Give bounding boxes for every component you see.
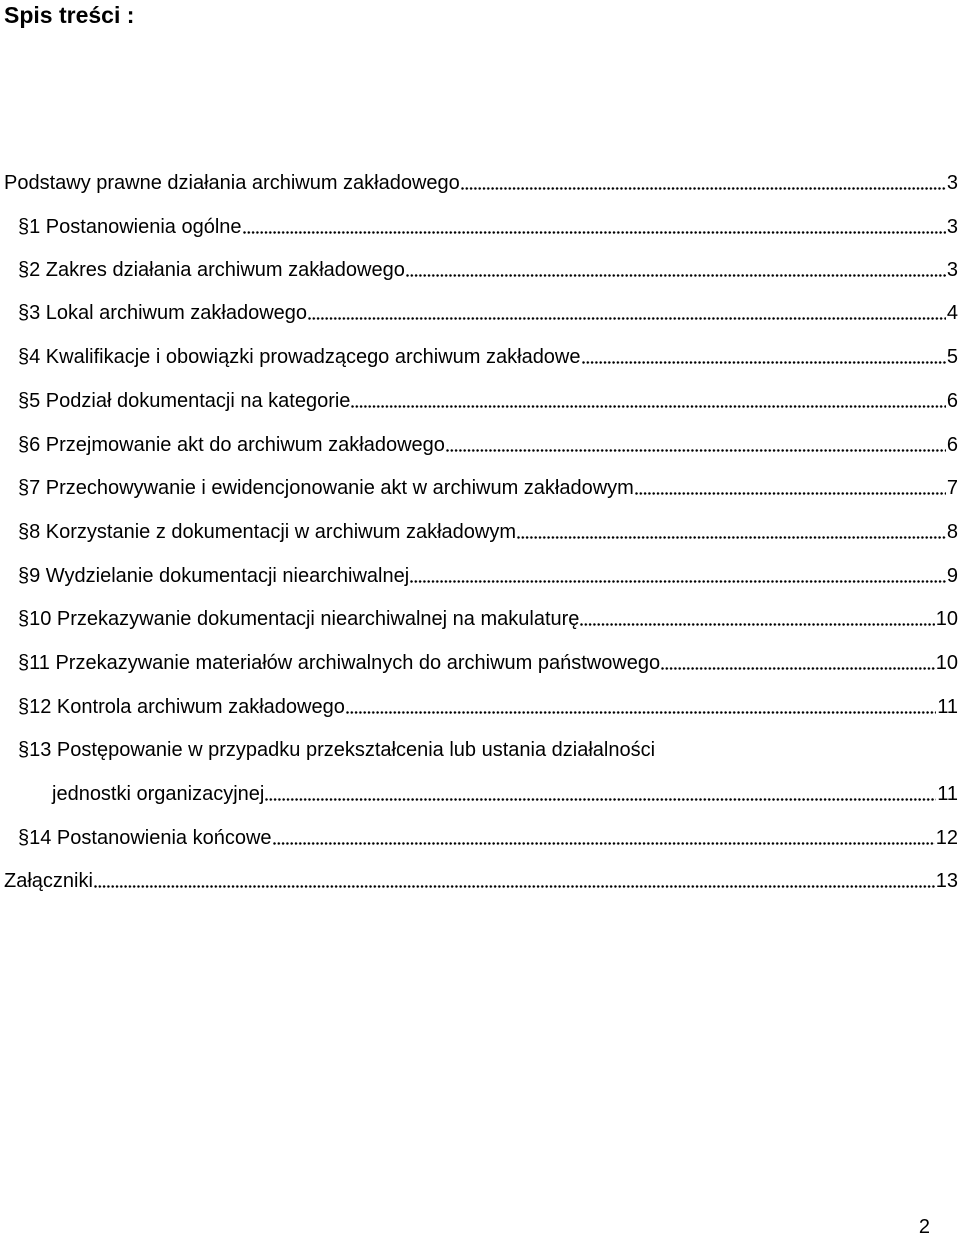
- toc-entry-page: 7: [946, 477, 958, 499]
- toc-dot-leader: [351, 405, 945, 408]
- toc-dot-leader: [517, 536, 946, 539]
- toc-entry-label: §3 Lokal archiwum zakładowego: [18, 302, 308, 324]
- toc-entry-label: §11 Przekazywanie materiałów archiwalnych do archiwum państwowego: [18, 652, 661, 674]
- toc-dot-leader: [446, 449, 946, 452]
- toc-dot-leader: [410, 580, 946, 583]
- toc-entry-page: 6: [946, 434, 958, 456]
- toc-dot-leader: [308, 317, 946, 320]
- toc-entry[interactable]: [18, 339, 958, 369]
- toc-entry[interactable]: [18, 470, 958, 500]
- toc-dot-leader: [635, 492, 946, 495]
- toc-entry[interactable]: [4, 165, 958, 195]
- toc-entry-label: §14 Postanowienia końcowe: [18, 827, 272, 849]
- toc-entry-page: 10: [935, 652, 958, 674]
- toc-entry-label: §5 Podział dokumentacji na kategorie: [18, 390, 351, 412]
- toc-entry-label: §12 Kontrola archiwum zakładowego: [18, 696, 345, 718]
- toc-entry-page: 12: [935, 827, 958, 849]
- toc-entry-page: 4: [946, 302, 958, 324]
- toc-entry[interactable]: [18, 209, 958, 239]
- toc-entry[interactable]: [18, 558, 958, 588]
- toc-entry-page: 5: [946, 346, 958, 368]
- toc-entry-page: 11: [937, 783, 958, 805]
- toc-entry-page: 11: [937, 696, 958, 718]
- toc-dot-leader: [265, 798, 936, 801]
- toc-dot-leader: [582, 361, 946, 364]
- toc-entry-page: 10: [935, 608, 958, 630]
- toc-entry-page: 6: [946, 390, 958, 412]
- toc-entry-label: §1 Postanowienia ogólne: [18, 216, 242, 238]
- toc-dot-leader: [580, 623, 934, 626]
- toc-entry-label: Załączniki: [4, 870, 93, 892]
- toc-dot-leader: [406, 274, 946, 277]
- toc-entry[interactable]: [18, 601, 958, 631]
- toc-dot-leader: [661, 667, 935, 670]
- toc-entry-page: 8: [946, 521, 958, 543]
- toc-entry-page: 3: [946, 216, 958, 238]
- toc-entry-label: Podstawy prawne działania archiwum zakładowego: [4, 172, 460, 194]
- toc-entry-page: 3: [946, 172, 958, 194]
- toc-entry[interactable]: [18, 427, 958, 457]
- toc-entry-label: §10 Przekazywanie dokumentacji niearchiwalnej na makulaturę: [18, 608, 580, 630]
- toc-entry[interactable]: [18, 383, 958, 413]
- toc-entry-wrapped-line[interactable]: §13 Postępowanie w przypadku przekształcenia lub ustania działalności: [18, 739, 656, 761]
- toc-entry-page: 9: [946, 565, 958, 587]
- toc-entry-label: §7 Przechowywanie i ewidencjonowanie akt w archiwum zakładowym: [18, 477, 634, 499]
- toc-entry[interactable]: [18, 514, 958, 544]
- toc-entry-label: §9 Wydzielanie dokumentacji niearchiwalnej: [18, 565, 410, 587]
- page-number: 2: [918, 1216, 930, 1238]
- toc-entry[interactable]: [18, 295, 958, 325]
- toc-entry-page: 3: [946, 259, 958, 281]
- toc-entry[interactable]: [18, 820, 958, 850]
- toc-dot-leader: [346, 711, 936, 714]
- toc-entry-label: jednostki organizacyjnej: [52, 783, 265, 805]
- document-title: Spis treści :: [4, 2, 135, 28]
- toc-dot-leader: [243, 231, 946, 234]
- toc-entry[interactable]: [18, 689, 958, 719]
- toc-entry[interactable]: [4, 863, 958, 893]
- toc-entry-label: §6 Przejmowanie akt do archiwum zakładowego: [18, 434, 445, 456]
- toc-entry[interactable]: [18, 252, 958, 282]
- toc-entry-label: §2 Zakres działania archiwum zakładowego: [18, 259, 405, 281]
- toc-entry[interactable]: [18, 645, 958, 675]
- toc-entry-page: 13: [935, 870, 958, 892]
- toc-entry-label: §8 Korzystanie z dokumentacji w archiwum zakładowym: [18, 521, 516, 543]
- toc-dot-leader: [273, 842, 935, 845]
- toc-dot-leader: [94, 885, 935, 888]
- toc-entry[interactable]: [52, 776, 958, 806]
- toc-entry-label: §4 Kwalifikacje i obowiązki prowadzącego archiwum zakładowe: [18, 346, 581, 368]
- toc-dot-leader: [461, 187, 946, 190]
